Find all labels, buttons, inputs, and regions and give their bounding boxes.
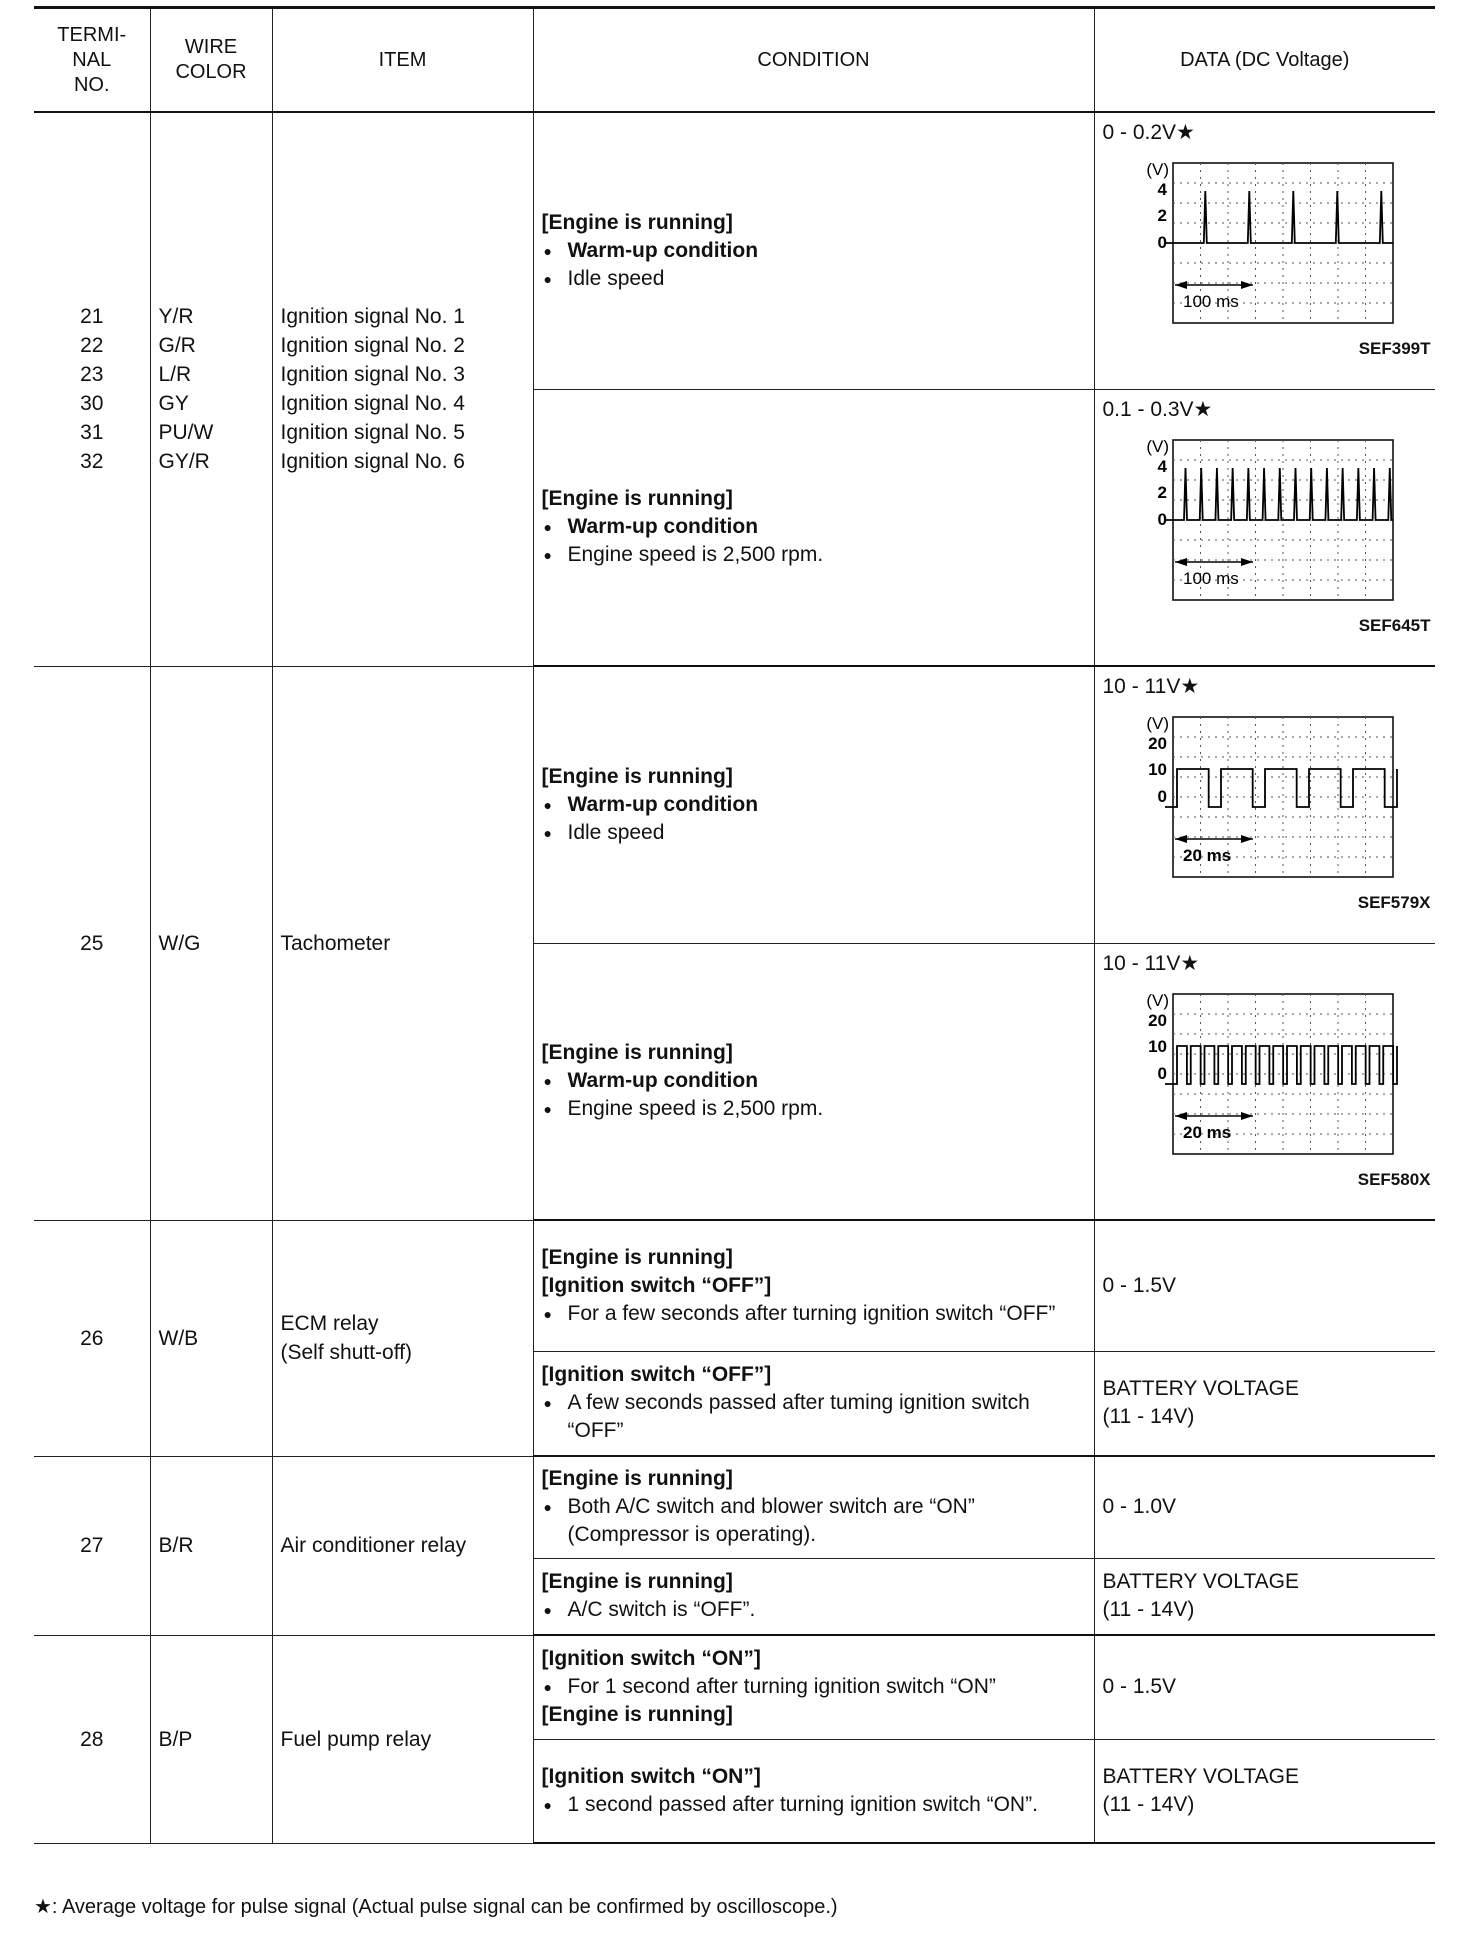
- bullet-icon: ●: [543, 270, 552, 287]
- footnote: ★: Average voltage for pulse signal (Actual pulse signal can be confirmed by oscilloscope.): [34, 1896, 838, 1918]
- bullet-icon: ●: [543, 1679, 552, 1696]
- item-cell: Tachometer: [272, 666, 533, 1220]
- table-row: [34, 666, 1435, 943]
- bullet-icon: ●: [543, 242, 552, 259]
- terminal-cell: 21 22 23 30 31 32: [34, 112, 150, 666]
- figure-ref: SEF580X: [1357, 1169, 1431, 1189]
- voltage-value: 0 - 0.2V★: [1102, 121, 1195, 144]
- terminal-cell: 25: [34, 666, 150, 1220]
- time-scale-label: 20 ms: [1182, 1122, 1231, 1142]
- axis-tick-label: 4: [1157, 456, 1167, 476]
- table-row: [34, 1220, 1435, 1351]
- data-cell: 0 - 1.0V: [1094, 1456, 1435, 1558]
- data-cell: [1094, 389, 1435, 666]
- bullet-icon: ●: [543, 1305, 552, 1322]
- wire-color-cell: W/G: [150, 666, 272, 1220]
- data-cell: BATTERY VOLTAGE (11 - 14V): [1094, 1558, 1435, 1635]
- axis-unit-label: (V): [1145, 990, 1169, 1010]
- condition-cell: [Engine is running] ● Warm-up condition ● Engine speed is 2,500 rpm.: [533, 389, 1094, 666]
- bullet-icon: ●: [543, 796, 552, 813]
- wire-color-cell: W/B: [150, 1220, 272, 1456]
- oscilloscope-waveform: [1103, 707, 1433, 917]
- item-cell: Fuel pump relay: [272, 1635, 533, 1843]
- data-cell: [1094, 666, 1435, 943]
- terminal-cell: 26: [34, 1220, 150, 1456]
- axis-tick-label: 10: [1147, 760, 1167, 779]
- waveform-trace: [1165, 468, 1393, 520]
- voltage-value: 0.1 - 0.3V★: [1102, 397, 1213, 421]
- item-cell: Air conditioner relay: [272, 1456, 533, 1635]
- voltage-value: 10 - 11V★: [1102, 675, 1200, 698]
- axis-unit-label: (V): [1145, 160, 1169, 179]
- table-row: [34, 112, 1435, 389]
- table-row: [34, 1456, 1435, 1558]
- condition-cell: [Engine is running] ● Both A/C switch and blower switch are “ON” (Compressor is operating).: [533, 1456, 1094, 1558]
- wire-color-cell: B/P: [150, 1635, 272, 1843]
- condition-cell: [Ignition switch “OFF”] ● A few seconds passed after tuming ignition switch “OFF”: [533, 1351, 1094, 1456]
- axis-tick-label: 0: [1157, 509, 1167, 529]
- wire-color-cell: Y/R G/R L/R GY PU/W GY/R: [150, 112, 272, 666]
- item-cell: ECM relay (Self shutt-off): [272, 1220, 533, 1456]
- waveform-trace: [1165, 191, 1393, 243]
- bullet-icon: ●: [543, 1499, 552, 1516]
- axis-unit-label: (V): [1145, 436, 1169, 456]
- oscilloscope-waveform: [1103, 984, 1433, 1194]
- voltage-value: 10 - 11V★: [1102, 951, 1200, 975]
- axis-tick-label: 2: [1157, 206, 1167, 225]
- time-scale-label: 100 ms: [1182, 292, 1239, 311]
- wire-color-cell: B/R: [150, 1456, 272, 1635]
- data-cell: BATTERY VOLTAGE (11 - 14V): [1094, 1351, 1435, 1456]
- figure-ref: SEF645T: [1358, 615, 1431, 635]
- axis-unit-label: (V): [1145, 714, 1169, 733]
- condition-cell: [Ignition switch “ON”] ● For 1 second after turning ignition switch “ON” [Engine is running]: [533, 1635, 1094, 1739]
- figure-ref: SEF579X: [1357, 893, 1431, 912]
- terminal-cell: 27: [34, 1456, 150, 1635]
- bullet-icon: ●: [543, 1602, 552, 1619]
- bullet-icon: ●: [543, 1796, 552, 1813]
- header-data: DATA (DC Voltage): [1094, 8, 1435, 113]
- waveform-trace: [1165, 1046, 1397, 1084]
- time-scale-label: 100 ms: [1182, 568, 1239, 588]
- axis-tick-label: 0: [1157, 787, 1167, 806]
- condition-cell: [Engine is running] [Ignition switch “OFF”] ● For a few seconds after turning ignition switch “OFF”: [533, 1220, 1094, 1351]
- condition-cell: [Engine is running] ● A/C switch is “OFF”.: [533, 1558, 1094, 1635]
- oscilloscope-waveform: [1103, 153, 1433, 363]
- bullet-icon: ●: [543, 519, 552, 536]
- data-cell: [1094, 943, 1435, 1220]
- oscilloscope-waveform: [1103, 430, 1433, 640]
- axis-tick-label: 20: [1147, 734, 1167, 753]
- bullet-icon: ●: [543, 547, 552, 564]
- table-row: [34, 1635, 1435, 1739]
- terminal-cell: 28: [34, 1635, 150, 1843]
- axis-tick-label: 10: [1147, 1036, 1167, 1056]
- axis-tick-label: 20: [1147, 1010, 1167, 1030]
- axis-tick-label: 4: [1157, 180, 1167, 199]
- figure-ref: SEF399T: [1358, 339, 1431, 358]
- condition-cell: [Engine is running] ● Warm-up condition ● Idle speed: [533, 112, 1094, 389]
- axis-tick-label: 2: [1157, 482, 1167, 502]
- condition-cell: [Ignition switch “ON”] ● 1 second passed after turning ignition switch “ON”.: [533, 1739, 1094, 1843]
- header-wire-color: WIRE COLOR: [150, 8, 272, 113]
- data-cell: 0 - 1.5V: [1094, 1635, 1435, 1739]
- header-condition: CONDITION: [533, 8, 1094, 113]
- bullet-icon: ●: [543, 1395, 552, 1412]
- bullet-icon: ●: [543, 824, 552, 841]
- data-cell: [1094, 112, 1435, 389]
- data-cell: BATTERY VOLTAGE (11 - 14V): [1094, 1739, 1435, 1843]
- item-cell: Ignition signal No. 1 Ignition signal No. 2 Ignition signal No. 3 Ignition signal No. 4 Ignition signal No. 5 Ignition signal No. 6: [272, 112, 533, 666]
- header-row: [34, 8, 1435, 113]
- condition-cell: [Engine is running] ● Warm-up condition ● Idle speed: [533, 666, 1094, 943]
- ecm-terminal-table: [34, 6, 1435, 1844]
- axis-tick-label: 0: [1157, 233, 1167, 252]
- condition-cell: [Engine is running] ● Warm-up condition ● Engine speed is 2,500 rpm.: [533, 943, 1094, 1220]
- data-cell: 0 - 1.5V: [1094, 1220, 1435, 1351]
- header-item: ITEM: [272, 8, 533, 113]
- header-terminal-no: TERMI- NAL NO.: [34, 8, 150, 113]
- axis-tick-label: 0: [1157, 1063, 1167, 1083]
- time-scale-label: 20 ms: [1182, 846, 1231, 865]
- bullet-icon: ●: [543, 1073, 552, 1090]
- bullet-icon: ●: [543, 1101, 552, 1118]
- waveform-trace: [1165, 769, 1397, 807]
